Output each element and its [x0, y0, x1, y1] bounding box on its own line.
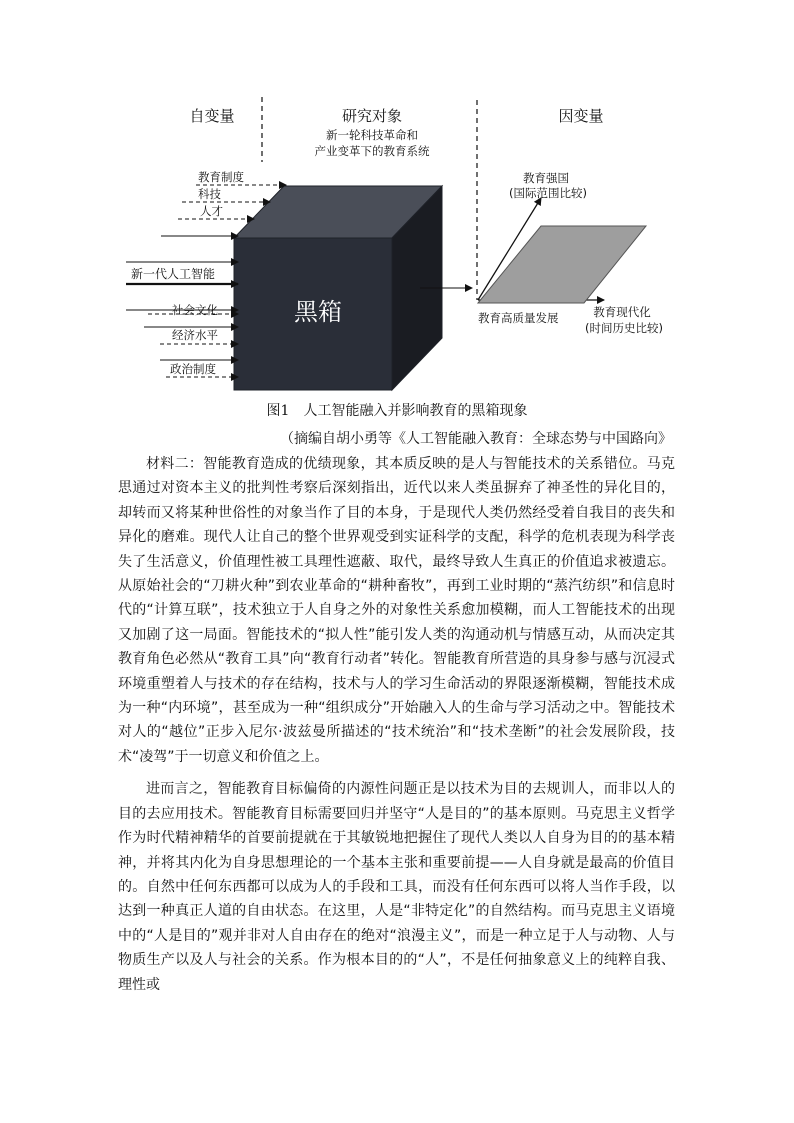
paragraph-1: 材料二：智能教育造成的优绩现象，其本质反映的是人与智能技术的关系错位。马克思通过对资本主义的批判性考察后深刻指出，近代以来人类虽摒弃了神圣性的异化目的，却转而又将某种世俗性的对象当作了目的本身，于是现代人类仍然经受着自我目的丧失和异化的磨难。现代人让自己的整个世界观受到实证科学的支配，科学的危机表现为科学丧失了生活意义，价值理性被工具理性遮蔽、取代，最终导致人生真正的价值追求被遗忘。从原始社会的“刀耕火种”到农业革命的“耕种畜牧”，再到工业时期的“蒸汽纺织”和信息时代的“计算互联”，技术独立于人自身之外的对象性关系愈加模糊，而人工智能技术的出现又加剧了这一局面。智能技术的“拟人性”能引发人类的沟通动机与情感互动，从而决定其教育角色必然从“教育工具”向“教育行动者”转化。智能教育所营造的具身参与感与沉浸式环境重塑着人与技术的存在结构，技术与人的学习生命活动的界限逐渐模糊，智能技术成为一种“内环境”，甚至成为一种“组织成分”开始融入人的生命与学习活动之中。智能技术对人的“越位”正步入尼尔·波兹曼所描述的“技术统治”和“技术垄断”的社会发展阶段，技术“凌驾”于一切意义和价值之上。	[118, 456, 675, 765]
input-arrow-economy	[160, 328, 238, 344]
input-label-politics: 政治制度	[170, 362, 216, 376]
input-arrow-technology	[182, 187, 270, 202]
input-label-technology: 科技	[198, 187, 221, 201]
input-label-new-ai: 新一代人工智能	[131, 267, 216, 281]
input-label-education-system: 教育制度	[198, 170, 244, 184]
label-education-power: 教育强国	[523, 171, 569, 185]
figure-caption	[0, 400, 794, 420]
input-label-economy: 经济水平	[172, 328, 218, 342]
input-arrow-politics	[166, 362, 238, 377]
input-arrow-talent	[178, 204, 254, 219]
figure-source: （摘编自胡小勇等《人工智能融入教育：全球态势与中国路向》	[280, 431, 672, 447]
paragraph-2: 进而言之，智能教育目标偏倚的内源性问题正是以技术为目的去规训人，而非以人的目的去应用技术。智能教育目标需要回归并坚守“人是目的”的基本原则。马克思主义哲学作为时代精神精华的首要前提就在于其敏锐地把握住了现代人类以人自身为目的的基本精神，并将其内化为自身思想理论的一个基本主张和重要前提——人自身就是最高的价值目的。自然中任何东西都可以成为人的手段和工具，而没有任何东西可以将人当作手段，以达到一种真正人道的自由状态。在这里，人是“非特定化”的自然结构。而马克思主义语境中的“人是目的”观并非对人自由存在的绝对“浪漫主义”，而是一种立足于人与动物、人与物质生产以及人与社会的关系。作为根本目的的“人”，不是任何抽象意义上的纯粹自我、理性或	[118, 781, 675, 993]
input-label-social-culture: 社会文化	[172, 303, 218, 317]
independent-variable-header: 自变量	[189, 107, 235, 125]
figure-number: 图1	[266, 403, 290, 419]
article-body	[118, 452, 675, 1005]
research-object-subtitle-1: 新一轮科技革命和	[326, 128, 418, 142]
input-label-talent: 人才	[200, 204, 223, 218]
label-historical-comparison: (时间历史比较)	[585, 321, 663, 335]
black-box-label: 黑箱	[294, 298, 342, 326]
input-arrow-education-system	[196, 170, 286, 185]
research-object-subtitle-2: 产业变革下的教育系统	[314, 144, 430, 158]
label-quality-development: 教育高质量发展	[478, 311, 559, 325]
label-international-comparison: (国际范围比较)	[509, 186, 587, 200]
label-modernization: 教育现代化	[593, 305, 651, 319]
input-arrow-new-ai	[126, 266, 238, 284]
black-box-diagram	[0, 0, 794, 400]
outcome-parallelogram	[478, 226, 646, 303]
dependent-variable-header: 因变量	[558, 107, 604, 125]
research-object-header: 研究对象	[341, 107, 403, 125]
figure-caption-text: 人工智能融入并影响教育的黑箱现象	[303, 403, 528, 419]
